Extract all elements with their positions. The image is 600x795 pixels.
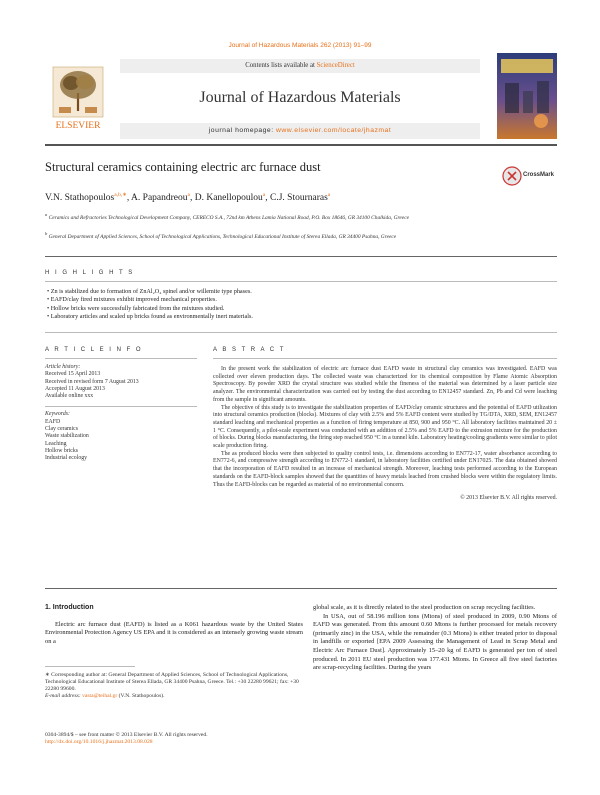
highlights-rule bbox=[45, 281, 557, 282]
homepage-bar bbox=[120, 123, 480, 139]
article-info-rule bbox=[45, 358, 197, 359]
header-divider bbox=[45, 144, 557, 146]
abstract-rule bbox=[213, 358, 557, 359]
elsevier-logo bbox=[49, 63, 107, 133]
abstract-heading: A B S T R A C T bbox=[213, 347, 286, 353]
affiliation bbox=[45, 211, 465, 222]
abstract-paragraph: In the present work the stabilization of electric arc furnace dust EAFD waste in structural clay ceramics was investigated. EAFD was collected over eleven production days. The collected waste was characterized for its chemical composition by Flame Atomic Absorption Spectroscopy. By powder XRD the crystal structure was studied while the fineness of the material was determined by a laser particle size analyzer. The environmental characterization was carried out by testing the dust according to EN12457 standard. Zn, Pb and Cd were leaching from the sample in significant amounts. bbox=[213, 366, 557, 403]
affiliation-divider bbox=[45, 256, 557, 257]
author-name[interactable]: D. Kanellopoulou bbox=[194, 193, 263, 204]
affiliation-text: General Department of Applied Sciences, School of Technological Applications, Technological Educational Institute of Sterea Ellada, GR 34400 Psahna, Greece bbox=[48, 233, 397, 240]
history-heading: Article history: bbox=[45, 364, 81, 370]
article-info-heading: A R T I C L E I N F O bbox=[45, 347, 143, 353]
journal-reference[interactable]: Journal of Hazardous Materials 262 (2013) 91–99 bbox=[228, 42, 372, 49]
author-name[interactable]: V.N. Stathopoulos bbox=[45, 193, 115, 204]
email-suffix: (V.N. Stathopoulos). bbox=[117, 693, 165, 699]
author-affil-sup[interactable]: a bbox=[327, 192, 331, 198]
email-link[interactable]: vasta@teihal.gr bbox=[82, 693, 118, 699]
history-item: Accepted 11 August 2013 bbox=[45, 385, 105, 392]
highlight-item: • Laboratory articles and scaled up bricks found as environmentally inert materials. bbox=[47, 312, 253, 320]
abstract-paragraph: The as produced blocks were then subjected to quality control tests, i.e. dimensions according to EN772-17, water absorbance according to EN772-6, and compressive strength according to EN772-1 standard, in laboratory facilities certified under EN17025. The data obtained showed that the incorporation of EAFD resulted in an increase of mechanical strength. Moreover, leaching tests performed according to the European standards on the EAFD-block samples showed that the quantities of heavy metals leached from crushed blocks were within the regulatory limits. Thus the EAFD-blocks can be regarded as material of no environmental concern. bbox=[213, 450, 557, 488]
history-item: Received 15 April 2013 bbox=[45, 371, 101, 378]
abstract-divider bbox=[45, 588, 557, 589]
sciencedirect-link[interactable]: ScienceDirect bbox=[316, 62, 355, 69]
keyword: EAFD bbox=[45, 418, 61, 425]
keywords-heading: Keywords: bbox=[45, 411, 70, 418]
issn-block bbox=[45, 732, 303, 746]
publisher-name: ELSEVIER bbox=[55, 121, 101, 131]
keyword: Waste stabilization bbox=[45, 433, 89, 440]
homepage-label: journal homepage: bbox=[208, 127, 276, 134]
abstract-paragraph: The objective of this study is to investigate the stabilization properties of EAFD/clay ceramic structures and the potential of EAFD utilization into structural ceramics production (blocks). Mixtures of clay with 2.5% and 5% EAFD content were studied by TG/DTA, XRD, SEM, EN12457 standard leaching and mechanical properties as a function of firing temperature at 850, 900 and 950 °C. All laboratory facilities maintained 20 ± 1 °C. Consequently, a pilot-scale experiment was conducted with an addition of 2.5% and 5% EAFD to the extrusion mixture for the production of blocks. During blocks manufacturing, the firing step reached 950 °C in a tunnel kiln. Laboratory heating/cooling gradients were similar to pilot scale production firing. bbox=[213, 404, 557, 450]
copyright-notice: © 2013 Elsevier B.V. All rights reserved. bbox=[460, 495, 557, 502]
affiliation-text: Ceramics and Refractories Technological Development Company, CERECO S.A., 72nd km Athens Lamia National Road, P.O. Box 18646, GR 34100 Chalkida, Greece bbox=[48, 214, 409, 221]
article-title: Structural ceramics containing electric arc furnace dust bbox=[45, 160, 321, 174]
history-item: Received in revised form 7 August 2013 bbox=[45, 378, 139, 385]
highlight-item: • Zn is stabilized due to formation of ZnAl₂O₄ spinel and/or willemite type phases. bbox=[47, 288, 252, 295]
keyword: Hollow bricks bbox=[45, 447, 79, 454]
author-affil-sup[interactable]: a bbox=[262, 192, 266, 198]
author-name[interactable]: A. Papandreou bbox=[131, 193, 188, 204]
keyword: Leaching bbox=[45, 440, 67, 447]
section-heading: 1. Introduction bbox=[45, 604, 94, 611]
contents-bar bbox=[120, 59, 480, 73]
issn-line: 0304-3894/$ – see front matter © 2013 Elsevier B.V. All rights reserved. bbox=[45, 732, 208, 738]
highlights-list bbox=[45, 288, 557, 321]
crossmark-badge[interactable] bbox=[502, 166, 562, 186]
keywords-rule bbox=[45, 406, 197, 407]
highlight-item: • Hollow bricks were successfully fabricated from the mixtures studied. bbox=[47, 304, 225, 312]
affiliation-sup: a bbox=[45, 212, 48, 217]
highlights-bottom-rule bbox=[45, 332, 557, 333]
journal-title: Journal of Hazardous Materials bbox=[199, 89, 401, 106]
article-info bbox=[45, 360, 185, 463]
affiliation bbox=[45, 230, 465, 241]
history-item: Available online xxx bbox=[45, 393, 94, 400]
footnote-text: ∗ Corresponding author at: General Department of Applied Sciences, School of Technological Applications, Technological Educational Institute of Sterea Ellada, GR 34400 Psahna, Greece. Tel.: +30 22280 99621; fax: +30 22280 99600. bbox=[45, 672, 299, 692]
author-affil-sup[interactable]: a bbox=[187, 192, 190, 198]
journal-header bbox=[45, 53, 557, 141]
body-paragraph: In USA, out of 58.196 million tons (Mtons) of steel produced in 2009, 0.90 Mtons of EAFD was generated. From this amount 0.60 Mtons is further processed for metals recovery (primarily zinc) in the USA, while the remainder (0.3 Mtons) is either treated prior to disposal in landfills or exported [EPA 2009 Assessing the Management of Lead in Scrap Metal and Electric Arc Furnace Dust]. Approximately 15–20 kg of EAFD is generated per ton of steel produced. In 2011 EU steel production was 177.431 Mtons. In Greece all five steel factories are scrap-recycling facilities. During the years bbox=[313, 612, 557, 672]
highlights-heading: H I G H L I G H T S bbox=[45, 270, 135, 276]
highlight-item: • EAFD/clay fired mixtures exhibit improved mechanical properties. bbox=[47, 296, 217, 304]
body-paragraph: global scale, as it is directly related to the steel production on scrap recycling facilities. bbox=[313, 604, 536, 611]
doi-link[interactable]: http://dx.doi.org/10.1016/j.jhazmat.2013.08.028 bbox=[45, 739, 153, 745]
author-name[interactable]: C.J. Stournaras bbox=[270, 193, 328, 204]
email-line bbox=[45, 693, 303, 700]
homepage-link[interactable]: www.elsevier.com/locate/jhazmat bbox=[275, 127, 392, 134]
crossmark-icon bbox=[502, 166, 522, 186]
body-paragraph: Electric arc furnace dust (EAFD) is listed as a K061 hazardous waste by the United States Environmental Protection Agency US EPA and it is considered as an intensely growing waste stream on a bbox=[45, 620, 303, 645]
footnote-rule bbox=[45, 666, 135, 667]
email-label: E-mail address: bbox=[45, 693, 83, 699]
author-affil-sup[interactable]: a,b,∗ bbox=[114, 192, 127, 198]
affiliation-sup: b bbox=[45, 231, 48, 236]
abstract-body bbox=[213, 360, 557, 503]
corresponding-author-footnote bbox=[45, 672, 303, 700]
crossmark-label: CrossMark bbox=[523, 172, 555, 178]
contents-prefix: Contents lists available at bbox=[245, 62, 317, 69]
body-left-column bbox=[45, 604, 303, 646]
keyword: Clay ceramics bbox=[45, 426, 78, 433]
keyword: Industrial ecology bbox=[45, 455, 88, 462]
body-right-column bbox=[313, 604, 557, 673]
journal-cover-image bbox=[497, 53, 557, 139]
author-list: V.N. Stathopoulos$^{a,b,∗}$, A. Papandreou$^a$, D. Kanellopoulou$^a$, C.J. Stournaras$^a$ bbox=[45, 192, 331, 204]
